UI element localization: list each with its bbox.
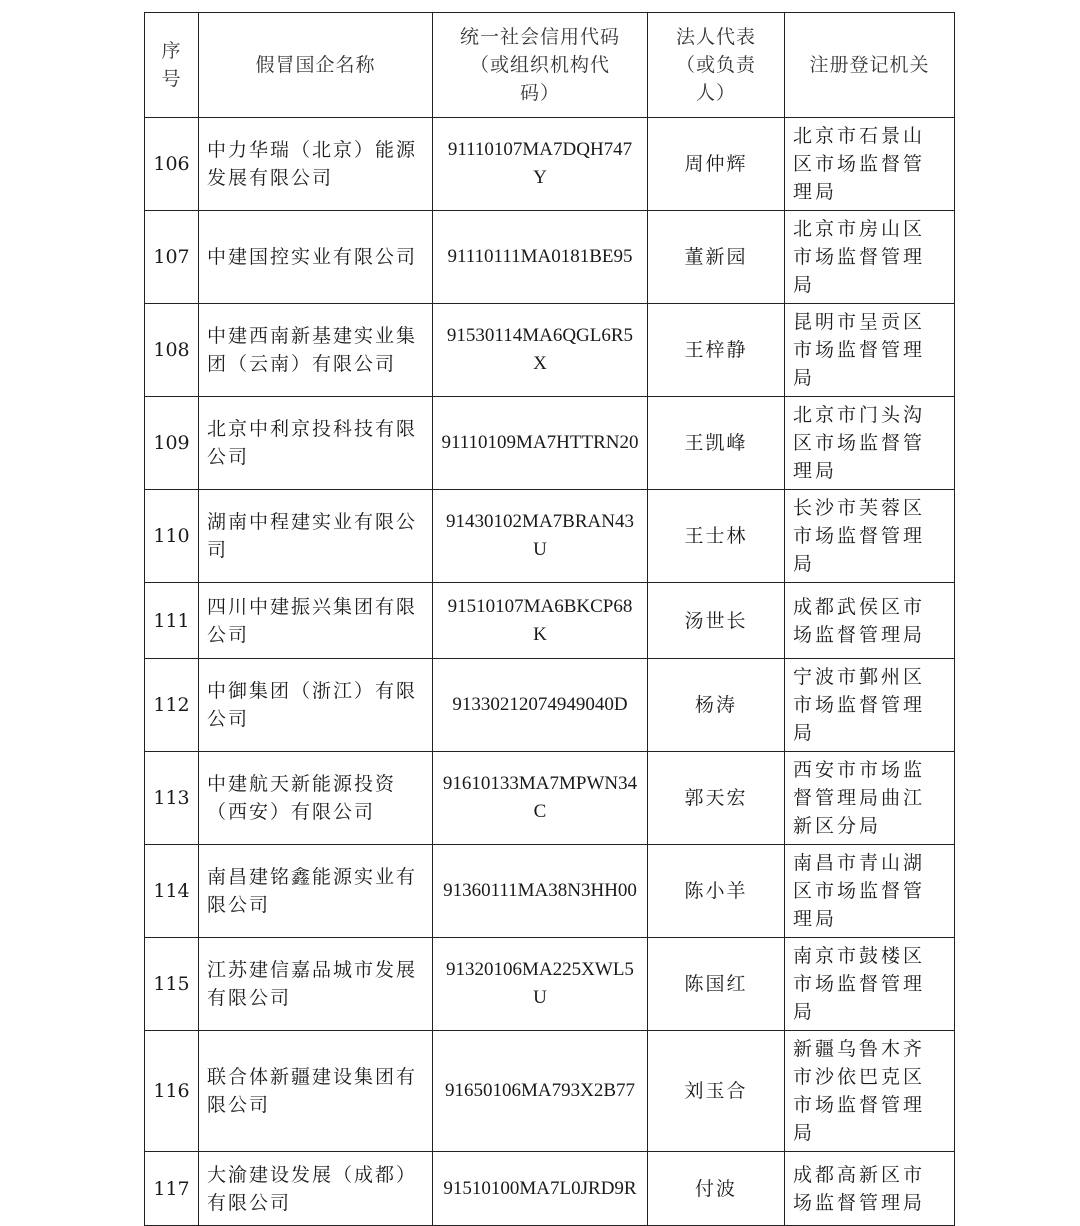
row-company-name: 湖南中程建实业有限公司	[199, 490, 433, 583]
row-credit-code: 91530114MA6QGL6R5X	[433, 304, 648, 397]
counterfeit-soe-table	[144, 12, 955, 1226]
row-legal-rep: 周仲辉	[648, 118, 785, 211]
row-credit-code: 91510100MA7L0JRD9R	[433, 1152, 648, 1226]
table-row	[145, 752, 955, 845]
row-registration-authority: 北京市门头沟区市场监督管理局	[785, 397, 955, 490]
row-credit-code: 91110111MA0181BE95	[433, 211, 648, 304]
row-registration-authority: 南昌市青山湖区市场监督管理局	[785, 845, 955, 938]
header-legal-rep: 法人代表（或负责人）	[648, 13, 785, 118]
row-company-name: 南昌建铭鑫能源实业有限公司	[199, 845, 433, 938]
row-registration-authority: 北京市石景山区市场监督管理局	[785, 118, 955, 211]
row-legal-rep: 付波	[648, 1152, 785, 1226]
row-legal-rep: 陈小羊	[648, 845, 785, 938]
row-legal-rep: 汤世长	[648, 583, 785, 659]
table-row	[145, 1152, 955, 1226]
table-row	[145, 118, 955, 211]
row-credit-code: 91610133MA7MPWN34C	[433, 752, 648, 845]
row-company-name: 中建西南新基建实业集团（云南）有限公司	[199, 304, 433, 397]
row-legal-rep: 王凯峰	[648, 397, 785, 490]
table-row	[145, 659, 955, 752]
row-seq: 111	[145, 583, 199, 659]
row-company-name: 北京中利京投科技有限公司	[199, 397, 433, 490]
row-registration-authority: 北京市房山区市场监督管理局	[785, 211, 955, 304]
row-seq: 117	[145, 1152, 199, 1226]
row-registration-authority: 新疆乌鲁木齐市沙依巴克区市场监督管理局	[785, 1031, 955, 1152]
table-row	[145, 845, 955, 938]
row-registration-authority: 昆明市呈贡区市场监督管理局	[785, 304, 955, 397]
table-row	[145, 397, 955, 490]
row-company-name: 联合体新疆建设集团有限公司	[199, 1031, 433, 1152]
table-row	[145, 583, 955, 659]
table-header-row	[145, 13, 955, 118]
row-company-name: 中建国控实业有限公司	[199, 211, 433, 304]
header-registration-authority: 注册登记机关	[785, 13, 955, 118]
row-legal-rep: 王梓静	[648, 304, 785, 397]
row-registration-authority: 成都高新区市场监督管理局	[785, 1152, 955, 1226]
row-credit-code: 91430102MA7BRAN43U	[433, 490, 648, 583]
row-seq: 108	[145, 304, 199, 397]
header-seq: 序号	[145, 13, 199, 118]
row-registration-authority: 西安市市场监督管理局曲江新区分局	[785, 752, 955, 845]
row-company-name: 中力华瑞（北京）能源发展有限公司	[199, 118, 433, 211]
row-registration-authority: 南京市鼓楼区市场监督管理局	[785, 938, 955, 1031]
row-credit-code: 91650106MA793X2B77	[433, 1031, 648, 1152]
row-legal-rep: 董新园	[648, 211, 785, 304]
row-registration-authority: 长沙市芙蓉区市场监督管理局	[785, 490, 955, 583]
row-seq: 109	[145, 397, 199, 490]
row-legal-rep: 杨涛	[648, 659, 785, 752]
row-registration-authority: 宁波市鄞州区市场监督管理局	[785, 659, 955, 752]
row-legal-rep: 刘玉合	[648, 1031, 785, 1152]
row-seq: 113	[145, 752, 199, 845]
row-seq: 106	[145, 118, 199, 211]
row-registration-authority: 成都武侯区市场监督管理局	[785, 583, 955, 659]
header-credit-code: 统一社会信用代码（或组织机构代码）	[433, 13, 648, 118]
row-company-name: 江苏建信嘉品城市发展有限公司	[199, 938, 433, 1031]
row-legal-rep: 王士林	[648, 490, 785, 583]
row-credit-code: 91110107MA7DQH747Y	[433, 118, 648, 211]
row-company-name: 中御集团（浙江）有限公司	[199, 659, 433, 752]
table-row	[145, 938, 955, 1031]
row-credit-code: 91330212074949040D	[433, 659, 648, 752]
row-company-name: 大渝建设发展（成都）有限公司	[199, 1152, 433, 1226]
row-company-name: 中建航天新能源投资（西安）有限公司	[199, 752, 433, 845]
row-company-name: 四川中建振兴集团有限公司	[199, 583, 433, 659]
table-row	[145, 304, 955, 397]
row-seq: 107	[145, 211, 199, 304]
row-seq: 112	[145, 659, 199, 752]
row-credit-code: 91510107MA6BKCP68K	[433, 583, 648, 659]
table-row	[145, 1031, 955, 1152]
row-credit-code: 91320106MA225XWL5U	[433, 938, 648, 1031]
row-seq: 110	[145, 490, 199, 583]
row-seq: 114	[145, 845, 199, 938]
row-seq: 116	[145, 1031, 199, 1152]
row-credit-code: 91110109MA7HTTRN20	[433, 397, 648, 490]
table-row	[145, 211, 955, 304]
header-company-name: 假冒国企名称	[199, 13, 433, 118]
row-seq: 115	[145, 938, 199, 1031]
row-legal-rep: 郭天宏	[648, 752, 785, 845]
table-row	[145, 490, 955, 583]
row-legal-rep: 陈国红	[648, 938, 785, 1031]
row-credit-code: 91360111MA38N3HH00	[433, 845, 648, 938]
